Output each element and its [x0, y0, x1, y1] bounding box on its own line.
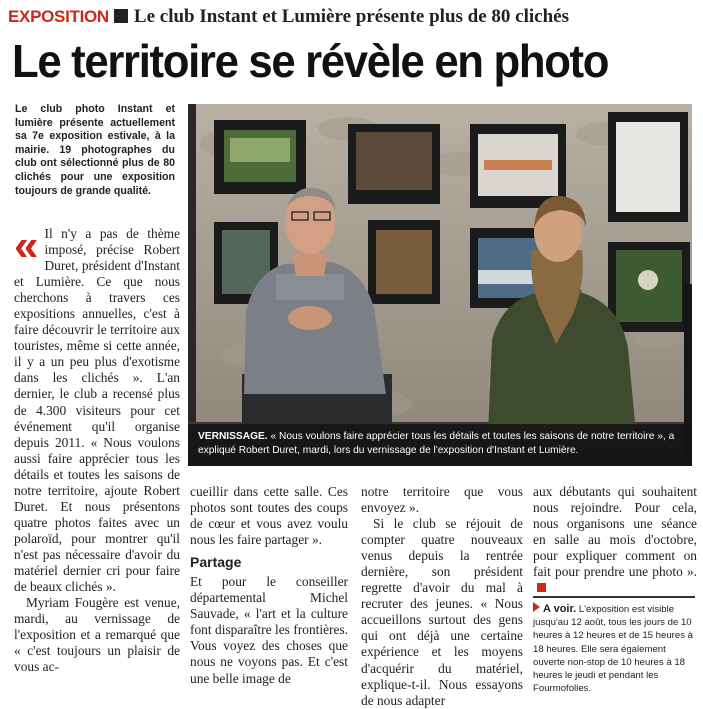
square-bullet-icon	[114, 9, 128, 23]
kicker	[8, 5, 698, 29]
caption-text: « Nous voulons faire apprécier tous les détails et toutes les saisons de notre territoire », a expliqué Robert Duret, mardi, lors du vernissage de l'exposition d'Instant et Lumière.	[198, 431, 675, 456]
article-paragraph: notre territoire que vous envoyez ».	[361, 484, 523, 516]
headline: Le territoire se révèle en photo	[12, 35, 609, 87]
article-column-4	[533, 484, 697, 586]
article-column-1	[14, 221, 180, 698]
article-column-2	[190, 484, 348, 696]
lead-paragraph: Le club photo Instant et lumière présente actuellement sa 7e exposition estivale, à la mairie. 19 photographes du club ont sélectionné plus de 80 clichés pour une exposition toujours de grande qualité.	[15, 103, 175, 197]
quote-mark-icon: «	[14, 221, 39, 270]
end-mark-icon	[537, 583, 546, 592]
subheading: Partage	[190, 554, 242, 571]
article-paragraph: Et pour le conseiller départemental Michel Sauvade, « l'art et la culture font disparaître les frontières. Vous voyez des choses que nous ne voyons pas. Et c'est une belle image de	[190, 574, 348, 686]
info-box-text: L'exposition est visible jusqu'au 12 août, tous les jours de 10 heures à 12 heures et de 15 heures à 18 heures. Elle sera également ouverte non-stop de 10 heures à 18 heures le jeudi et pendant les Fourmofolies.	[533, 604, 694, 695]
arrow-right-icon	[533, 602, 540, 612]
info-box	[533, 596, 695, 698]
caption-lead: VERNISSAGE.	[198, 431, 268, 442]
section-tag: EXPOSITION	[8, 7, 109, 26]
article-column-3	[361, 484, 523, 708]
article-paragraph: Il n'y a pas de thème imposé, précise Robert Duret, président d'Instant et Lumière. Ce que nous cherchons à travers ces expositions annuelles, c'est à faire découvrir le territoire aux touristes, même si cette année, il y a un peu plus d'exotisme dans les clichés ». L'an dernier, le club a recensé plus de 4.300 visiteurs pour cet événement qu'il organise depuis 2011. « Nous voulons aussi faire apprécier tous les détails et toutes les saisons de notre territoire, ajoute Robert Duret. Et nous présentons quatre photos faites avec un polaroïd, pour montrer qu'il n'est pas nécessaire d'avoir du matériel dernier cri pour faire de beaux clichés ».	[14, 226, 180, 595]
kicker-text: Le club Instant et Lumière présente plus de 80 clichés	[133, 6, 569, 27]
article-paragraph: Si le club se réjouit de compter quatre nouveaux venus depuis la rentrée dernière, son président regrette d'avoir du mal à recruter des jeunes. « Nous accueillons surtout des gens qui ont déjà une certaine expérience et les moyens d'acquérir du matériel, explique-t-il. Nous essayons de nous adapter	[361, 516, 523, 708]
article-paragraph: Myriam Fougère est venue, mardi, au vernissage de l'exposition et a remarqué que « c'est toujours un plaisir de vous ac-	[14, 595, 180, 675]
info-box-title: A voir.	[543, 603, 577, 615]
article-photo	[188, 104, 692, 466]
photo-vernissage	[188, 104, 692, 466]
article-paragraph: cueillir dans cette salle. Ces photos sont toutes des coups de cœur et vous avez voulu nous les faire partager ».	[190, 484, 348, 548]
photo-caption	[188, 424, 692, 466]
article-paragraph: aux débutants qui souhaitent nous rejoindre. Pour cela, nous organisons une séance en salle au mois d'octobre, pour expliquer comment on fait pour prendre une photo ».	[533, 484, 697, 580]
